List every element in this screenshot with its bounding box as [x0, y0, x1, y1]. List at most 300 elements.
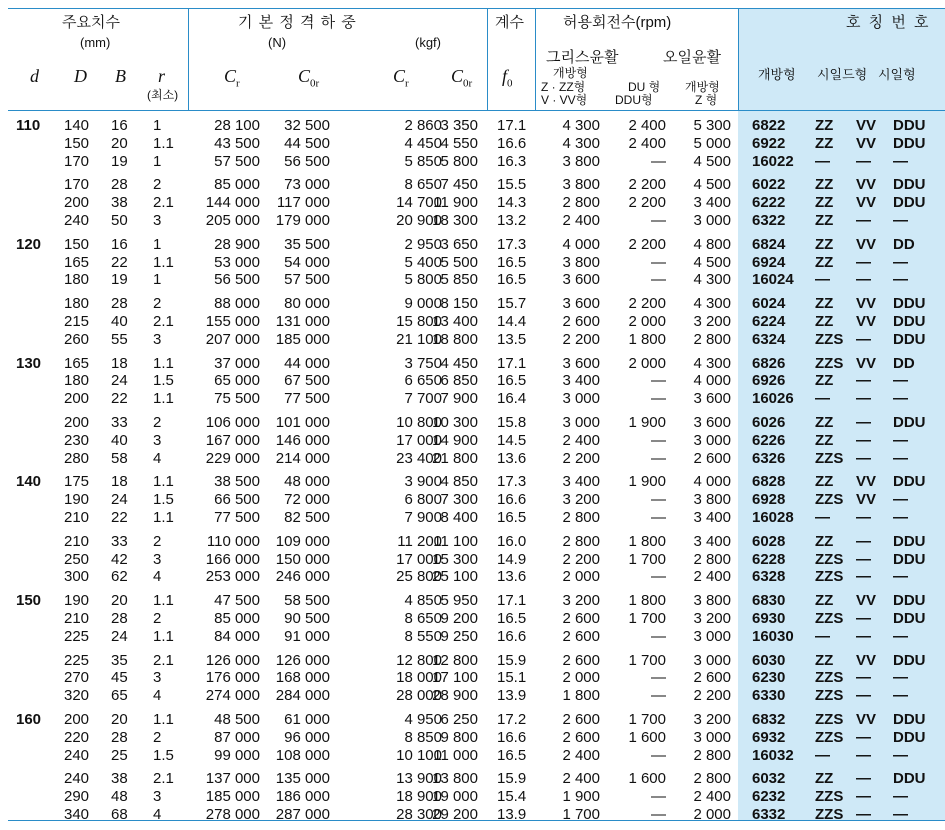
static-load-kgf-cell: 13 800 [432, 770, 478, 788]
static-load-kgf-cell: 17 100 [432, 669, 478, 687]
designation-seal-v-cell: — [856, 568, 871, 586]
static-load-kgf-cell: 5 500 [440, 253, 478, 271]
oil-speed-cell: 3 600 [693, 390, 731, 408]
chamfer-cell: 2 [153, 295, 162, 313]
designation-seal-d-cell: DDU [893, 609, 926, 627]
table-row [0, 669, 945, 687]
grease-speed-du-cell: — [651, 568, 666, 586]
designation-seal-v-cell: — [856, 211, 871, 229]
static-load-kgf-cell: 18 800 [432, 330, 478, 348]
designation-seal-v-cell: VV [856, 491, 877, 509]
designation-shield-cell: ZZS [815, 330, 844, 348]
outer-diameter-cell: 175 [64, 473, 90, 491]
table-row [0, 432, 945, 450]
grease-speed-du-cell: 1 800 [628, 592, 666, 610]
chamfer-cell: 1.1 [153, 710, 174, 728]
static-load-kgf-cell: 9 200 [440, 609, 478, 627]
outer-diameter-cell: 210 [64, 532, 90, 550]
designation-open-cell: 6226 [752, 431, 786, 449]
static-load-kgf-cell: 25 100 [432, 568, 478, 586]
grease-speed-du-cell: 2 400 [628, 134, 666, 152]
grease-vv-type-label: V · VV형 [541, 93, 588, 107]
designation-shield-label: 시일드형 [817, 67, 868, 82]
static-load-n-cell: 90 500 [284, 609, 330, 627]
designation-seal-v-cell: VV [856, 710, 877, 728]
dynamic-load-n-cell: 185 000 [205, 788, 260, 806]
chamfer-cell: 3 [153, 431, 162, 449]
outer-diameter-cell: 280 [64, 449, 90, 467]
width-cell: 20 [111, 710, 128, 728]
dynamic-load-n-cell: 167 000 [205, 431, 260, 449]
designation-seal-d-cell: DDU [893, 651, 926, 669]
designation-seal-v-cell: — [856, 449, 871, 467]
bore-diameter-cell: 130 [16, 354, 42, 372]
static-load-n-cell: 58 500 [284, 592, 330, 610]
width-cell: 24 [111, 372, 128, 390]
width-cell: 16 [111, 117, 128, 134]
static-load-n-cell: 131 000 [275, 312, 330, 330]
dynamic-load-n-cell: 28 900 [214, 235, 260, 253]
designation-open-cell: 6322 [752, 211, 786, 229]
grease-speed-zz-cell: 2 800 [562, 194, 600, 212]
designation-shield-cell: ZZ [815, 253, 834, 271]
oil-speed-cell: 3 000 [693, 728, 731, 746]
grease-speed-zz-cell: 3 400 [562, 372, 600, 390]
factor-f0-cell: 16.5 [497, 746, 527, 764]
static-load-n-cell: 284 000 [275, 687, 330, 705]
outer-diameter-cell: 290 [64, 788, 90, 806]
outer-diameter-cell: 210 [64, 609, 90, 627]
factor-f0-cell: 17.1 [497, 117, 527, 134]
dynamic-load-kgf-cell: 2 950 [404, 235, 442, 253]
outer-diameter-cell: 250 [64, 550, 90, 568]
static-load-kgf-cell: 7 900 [440, 390, 478, 408]
grease-speed-zz-cell: 2 200 [562, 330, 600, 348]
oil-speed-cell: 3 200 [693, 609, 731, 627]
static-load-n-cell: 91 000 [284, 627, 330, 645]
grease-speed-zz-cell: 2 600 [562, 728, 600, 746]
static-load-n-cell: 35 500 [284, 235, 330, 253]
designation-seal-v-cell: VV [856, 295, 877, 313]
designation-open-cell: 6024 [752, 295, 786, 313]
designation-seal-d-cell: DDU [893, 194, 926, 212]
dynamic-load-kgf-cell: 8 650 [404, 176, 442, 194]
oil-speed-cell: 2 200 [693, 687, 731, 705]
static-load-n-cell: 109 000 [275, 532, 330, 550]
designation-open-cell: 6830 [752, 592, 786, 610]
grease-speed-du-cell: 2 400 [628, 117, 666, 134]
factor-f0-cell: 16.5 [497, 271, 527, 289]
static-load-n-cell: 214 000 [275, 449, 330, 467]
main-dimensions-unit: (mm) [80, 35, 111, 50]
width-cell: 62 [111, 568, 128, 586]
oil-speed-cell: 2 600 [693, 669, 731, 687]
static-load-n-cell: 48 000 [284, 473, 330, 491]
static-load-kgf-cell: 7 300 [440, 491, 478, 509]
oil-speed-cell: 2 000 [693, 805, 731, 823]
outer-diameter-cell: 200 [64, 390, 90, 408]
designation-shield-cell: ZZ [815, 211, 834, 229]
designation-open-cell: 6828 [752, 473, 786, 491]
table-row [0, 788, 945, 806]
dynamic-load-n-cell: 85 000 [214, 609, 260, 627]
factor-f0-cell: 16.5 [497, 609, 527, 627]
table-row [0, 313, 945, 331]
static-load-kgf-cell: 7 450 [440, 176, 478, 194]
static-load-kgf-cell: 12 800 [432, 651, 478, 669]
oil-speed-cell: 2 600 [693, 449, 731, 467]
dynamic-load-kgf-cell: 10 800 [396, 413, 442, 431]
col-r-min-label: (최소) [147, 88, 179, 102]
factor-f0-cell: 16.6 [497, 728, 527, 746]
header-divider [738, 8, 739, 110]
table-row [0, 628, 945, 646]
dynamic-load-n-cell: 99 000 [214, 746, 260, 764]
col-f0-header: $f_0$ [502, 66, 513, 90]
outer-diameter-cell: 320 [64, 687, 90, 705]
chamfer-cell: 2.1 [153, 194, 174, 212]
factor-f0-cell: 16.5 [497, 508, 527, 526]
grease-speed-du-cell: 2 200 [628, 295, 666, 313]
dynamic-load-n-cell: 37 000 [214, 354, 260, 372]
static-load-kgf-cell: 28 900 [432, 687, 478, 705]
designation-shield-cell: ZZS [815, 609, 844, 627]
designation-shield-cell: ZZ [815, 312, 834, 330]
width-cell: 28 [111, 176, 128, 194]
chamfer-cell: 1 [153, 117, 162, 134]
dynamic-load-n-cell: 43 500 [214, 134, 260, 152]
chamfer-cell: 3 [153, 211, 162, 229]
grease-speed-du-cell: — [651, 449, 666, 467]
dynamic-load-n-cell: 137 000 [205, 770, 260, 788]
static-load-n-cell: 287 000 [275, 805, 330, 823]
bore-diameter-cell: 110 [16, 117, 41, 134]
factor-f0-cell: 15.5 [497, 176, 527, 194]
dynamic-load-n-cell: 88 000 [214, 295, 260, 313]
oil-speed-cell: 3 800 [693, 592, 731, 610]
dynamic-load-kgf-cell: 17 000 [396, 550, 442, 568]
grease-speed-zz-cell: 2 400 [562, 211, 600, 229]
designation-seal-v-cell: VV [856, 235, 877, 253]
designation-seal-d-cell: — [893, 431, 908, 449]
outer-diameter-cell: 180 [64, 271, 90, 289]
grease-speed-du-cell: 1 700 [628, 550, 666, 568]
designation-shield-cell: ZZ [815, 592, 834, 610]
dynamic-load-n-cell: 155 000 [205, 312, 260, 330]
oil-speed-cell: 3 200 [693, 710, 731, 728]
width-cell: 35 [111, 651, 128, 669]
row-group [0, 236, 945, 289]
designation-seal-d-cell: DDU [893, 295, 926, 313]
designation-seal-v-cell: VV [856, 473, 877, 491]
static-load-n-cell: 185 000 [275, 330, 330, 348]
grease-speed-zz-cell: 2 800 [562, 532, 600, 550]
oil-speed-cell: 3 200 [693, 312, 731, 330]
designation-seal-d-cell: — [893, 491, 908, 509]
width-cell: 22 [111, 390, 128, 408]
width-cell: 28 [111, 728, 128, 746]
bore-diameter-cell: 140 [16, 473, 42, 491]
factor-f0-cell: 13.9 [497, 805, 527, 823]
grease-open-label: 개방형 [553, 66, 588, 80]
dynamic-load-kgf-cell: 25 800 [396, 568, 442, 586]
outer-diameter-cell: 180 [64, 372, 90, 390]
chamfer-cell: 2.1 [153, 651, 174, 669]
table-row [0, 711, 945, 729]
designation-open-cell: 6832 [752, 710, 786, 728]
designation-shield-cell: ZZS [815, 669, 844, 687]
grease-speed-zz-cell: 2 600 [562, 651, 600, 669]
static-load-kgf-cell: 29 200 [432, 805, 478, 823]
grease-speed-zz-cell: 3 000 [562, 390, 600, 408]
dynamic-load-n-cell: 166 000 [205, 550, 260, 568]
oil-speed-cell: 4 500 [693, 152, 731, 170]
designation-open-cell: 6022 [752, 176, 786, 194]
designation-shield-cell: ZZ [815, 194, 834, 212]
factor-f0-cell: 15.8 [497, 413, 527, 431]
grease-speed-zz-cell: 3 600 [562, 271, 600, 289]
dynamic-load-kgf-cell: 8 550 [404, 627, 442, 645]
table-row [0, 806, 945, 824]
chamfer-cell: 1.1 [153, 473, 174, 491]
designation-shield-cell: ZZS [815, 354, 844, 372]
outer-diameter-cell: 210 [64, 508, 90, 526]
dynamic-load-kgf-cell: 23 400 [396, 449, 442, 467]
dynamic-load-n-cell: 85 000 [214, 176, 260, 194]
width-cell: 50 [111, 211, 128, 229]
grease-speed-zz-cell: 3 600 [562, 354, 600, 372]
static-load-n-cell: 54 000 [284, 253, 330, 271]
oil-speed-cell: 3 400 [693, 508, 731, 526]
table-row [0, 729, 945, 747]
width-cell: 20 [111, 134, 128, 152]
dynamic-load-n-cell: 84 000 [214, 627, 260, 645]
outer-diameter-cell: 150 [64, 134, 90, 152]
factor-f0-cell: 13.6 [497, 449, 527, 467]
col-C0r-header: $C_{0r}$ [298, 66, 320, 90]
factor-f0-cell: 15.7 [497, 295, 527, 313]
designation-seal-d-cell: — [893, 687, 908, 705]
table-row [0, 153, 945, 171]
factor-f0-cell: 17.2 [497, 710, 527, 728]
chamfer-cell: 1 [153, 271, 162, 289]
width-cell: 58 [111, 449, 128, 467]
designation-seal-v-cell: — [856, 687, 871, 705]
designation-shield-cell: ZZS [815, 788, 844, 806]
designation-shield-cell: ZZS [815, 687, 844, 705]
grease-speed-zz-cell: 3 400 [562, 473, 600, 491]
designation-shield-cell: ZZS [815, 568, 844, 586]
static-load-kgf-cell: 6 250 [440, 710, 478, 728]
top-rule [8, 8, 945, 9]
oil-speed-cell: 5 300 [693, 117, 731, 134]
factor-f0-cell: 17.1 [497, 354, 527, 372]
grease-zz-type-label: Z · ZZ형 [541, 80, 586, 94]
factor-f0-cell: 14.9 [497, 550, 527, 568]
factor-f0-cell: 16.4 [497, 390, 527, 408]
designation-open-cell: 6928 [752, 491, 786, 509]
designation-seal-d-cell: — [893, 372, 908, 390]
static-load-n-cell: 57 500 [284, 271, 330, 289]
static-load-n-cell: 108 000 [275, 746, 330, 764]
grease-speed-zz-cell: 4 300 [562, 117, 600, 134]
outer-diameter-cell: 215 [64, 312, 90, 330]
width-cell: 19 [111, 271, 128, 289]
designation-open-cell: 6930 [752, 609, 786, 627]
dynamic-load-n-cell: 53 000 [214, 253, 260, 271]
designation-shield-cell: ZZ [815, 372, 834, 390]
grease-speed-du-cell: 1 800 [628, 532, 666, 550]
grease-speed-du-cell: 2 200 [628, 235, 666, 253]
static-load-kgf-cell: 11 900 [433, 194, 478, 212]
width-cell: 38 [111, 194, 128, 212]
static-load-kgf-cell: 4 550 [440, 134, 478, 152]
outer-diameter-cell: 240 [64, 746, 90, 764]
static-load-n-cell: 82 500 [284, 508, 330, 526]
designation-seal-d-cell: — [893, 627, 908, 645]
col-D-header: D [74, 66, 87, 86]
grease-speed-du-cell: — [651, 491, 666, 509]
chamfer-cell: 3 [153, 669, 162, 687]
static-load-n-cell: 77 500 [284, 390, 330, 408]
table-row [0, 236, 945, 254]
table-row [0, 592, 945, 610]
table-row [0, 533, 945, 551]
designation-shield-cell: ZZ [815, 235, 834, 253]
designation-shield-cell: — [815, 271, 830, 289]
grease-speed-zz-cell: 3 600 [562, 295, 600, 313]
chamfer-cell: 3 [153, 550, 162, 568]
grease-speed-zz-cell: 2 600 [562, 609, 600, 627]
designation-seal-v-cell: — [856, 627, 871, 645]
grease-speed-zz-cell: 3 800 [562, 253, 600, 271]
designation-seal-d-cell: DDU [893, 312, 926, 330]
outer-diameter-cell: 225 [64, 627, 90, 645]
grease-ddu-type-label: DDU형 [615, 93, 653, 107]
designation-shield-cell: ZZS [815, 449, 844, 467]
designation-open-cell: 6332 [752, 805, 786, 823]
static-load-n-cell: 67 500 [284, 372, 330, 390]
grease-speed-zz-cell: 2 000 [562, 669, 600, 687]
factor-f0-cell: 15.1 [497, 669, 527, 687]
factor-f0-cell: 16.3 [497, 152, 527, 170]
dynamic-load-kgf-cell: 6 650 [404, 372, 442, 390]
factor-f0-cell: 16.6 [497, 491, 527, 509]
col-C0r-kgf-header: $C_{0r}$ [451, 66, 473, 90]
dynamic-load-kgf-cell: 5 400 [404, 253, 442, 271]
row-group [0, 533, 945, 586]
dynamic-load-kgf-cell: 4 850 [404, 592, 442, 610]
designation-open-cell: 6932 [752, 728, 786, 746]
oil-speed-cell: 2 400 [693, 788, 731, 806]
designation-seal-v-cell: — [856, 770, 871, 788]
table-row [0, 372, 945, 390]
designation-seal-d-cell: DDU [893, 728, 926, 746]
outer-diameter-cell: 240 [64, 211, 90, 229]
table-row [0, 212, 945, 230]
static-load-kgf-cell: 5 850 [440, 271, 478, 289]
designation-seal-d-cell: — [893, 805, 908, 823]
outer-diameter-cell: 140 [64, 117, 90, 134]
dynamic-load-kgf-cell: 8 650 [404, 609, 442, 627]
designation-seal-d-cell: — [893, 449, 908, 467]
grease-speed-du-cell: — [651, 627, 666, 645]
designation-shield-cell: ZZ [815, 651, 834, 669]
designation-open-cell: 16022 [752, 152, 794, 170]
table-row [0, 747, 945, 765]
grease-speed-du-cell: 1 700 [628, 651, 666, 669]
designation-seal-v-cell: — [856, 508, 871, 526]
dynamic-load-n-cell: 77 500 [214, 508, 260, 526]
designation-seal-v-cell: — [856, 669, 871, 687]
grease-speed-du-cell: — [651, 271, 666, 289]
width-cell: 20 [111, 592, 128, 610]
col-d-header: d [30, 66, 39, 86]
static-load-n-cell: 135 000 [275, 770, 330, 788]
col-B-header: B [115, 66, 126, 86]
grease-speed-du-cell: 1 700 [628, 609, 666, 627]
designation-shield-cell: ZZ [815, 134, 834, 152]
designation-seal-v-cell: VV [856, 354, 877, 372]
grease-speed-du-cell: — [651, 211, 666, 229]
designation-seal-v-cell: — [856, 271, 871, 289]
dynamic-load-kgf-cell: 6 800 [404, 491, 442, 509]
table-row [0, 509, 945, 527]
designation-open-cell: 6028 [752, 532, 786, 550]
row-group [0, 770, 945, 823]
row-group [0, 592, 945, 645]
designation-seal-d-cell: DDU [893, 117, 926, 134]
designation-shield-cell: ZZ [815, 413, 834, 431]
dynamic-load-kgf-cell: 4 950 [404, 710, 442, 728]
table-row [0, 568, 945, 586]
dynamic-load-kgf-cell: 18 000 [396, 669, 442, 687]
allowable-speed-heading: 허용회전수(rpm) [563, 14, 672, 31]
table-row [0, 295, 945, 313]
grease-speed-zz-cell: 3 800 [562, 176, 600, 194]
oil-speed-cell: 3 000 [693, 627, 731, 645]
table-row [0, 331, 945, 349]
grease-speed-zz-cell: 1 700 [562, 805, 600, 823]
chamfer-cell: 3 [153, 330, 162, 348]
width-cell: 33 [111, 532, 128, 550]
dynamic-load-kgf-cell: 21 100 [396, 330, 442, 348]
designation-shield-cell: ZZS [815, 491, 844, 509]
outer-diameter-cell: 270 [64, 669, 90, 687]
grease-speed-zz-cell: 2 000 [562, 568, 600, 586]
table-row [0, 194, 945, 212]
table-row [0, 450, 945, 468]
designation-seal-d-cell: DDU [893, 550, 926, 568]
oil-speed-cell: 3 400 [693, 194, 731, 212]
chamfer-cell: 1.5 [153, 746, 174, 764]
grease-speed-du-cell: 1 900 [628, 473, 666, 491]
dynamic-load-kgf-cell: 17 000 [396, 431, 442, 449]
header-divider [188, 8, 189, 110]
chamfer-cell: 2.1 [153, 770, 174, 788]
grease-speed-zz-cell: 2 800 [562, 508, 600, 526]
grease-speed-du-cell: 1 600 [628, 728, 666, 746]
dynamic-load-kgf-cell: 3 750 [404, 354, 442, 372]
factor-f0-cell: 17.3 [497, 235, 527, 253]
dynamic-load-kgf-cell: 20 900 [396, 211, 442, 229]
designation-open-cell: 6326 [752, 449, 786, 467]
designation-seal-d-cell: — [893, 390, 908, 408]
row-group [0, 473, 945, 526]
chamfer-cell: 4 [153, 687, 162, 705]
oil-speed-cell: 4 300 [693, 295, 731, 313]
dynamic-load-kgf-cell: 12 800 [396, 651, 442, 669]
